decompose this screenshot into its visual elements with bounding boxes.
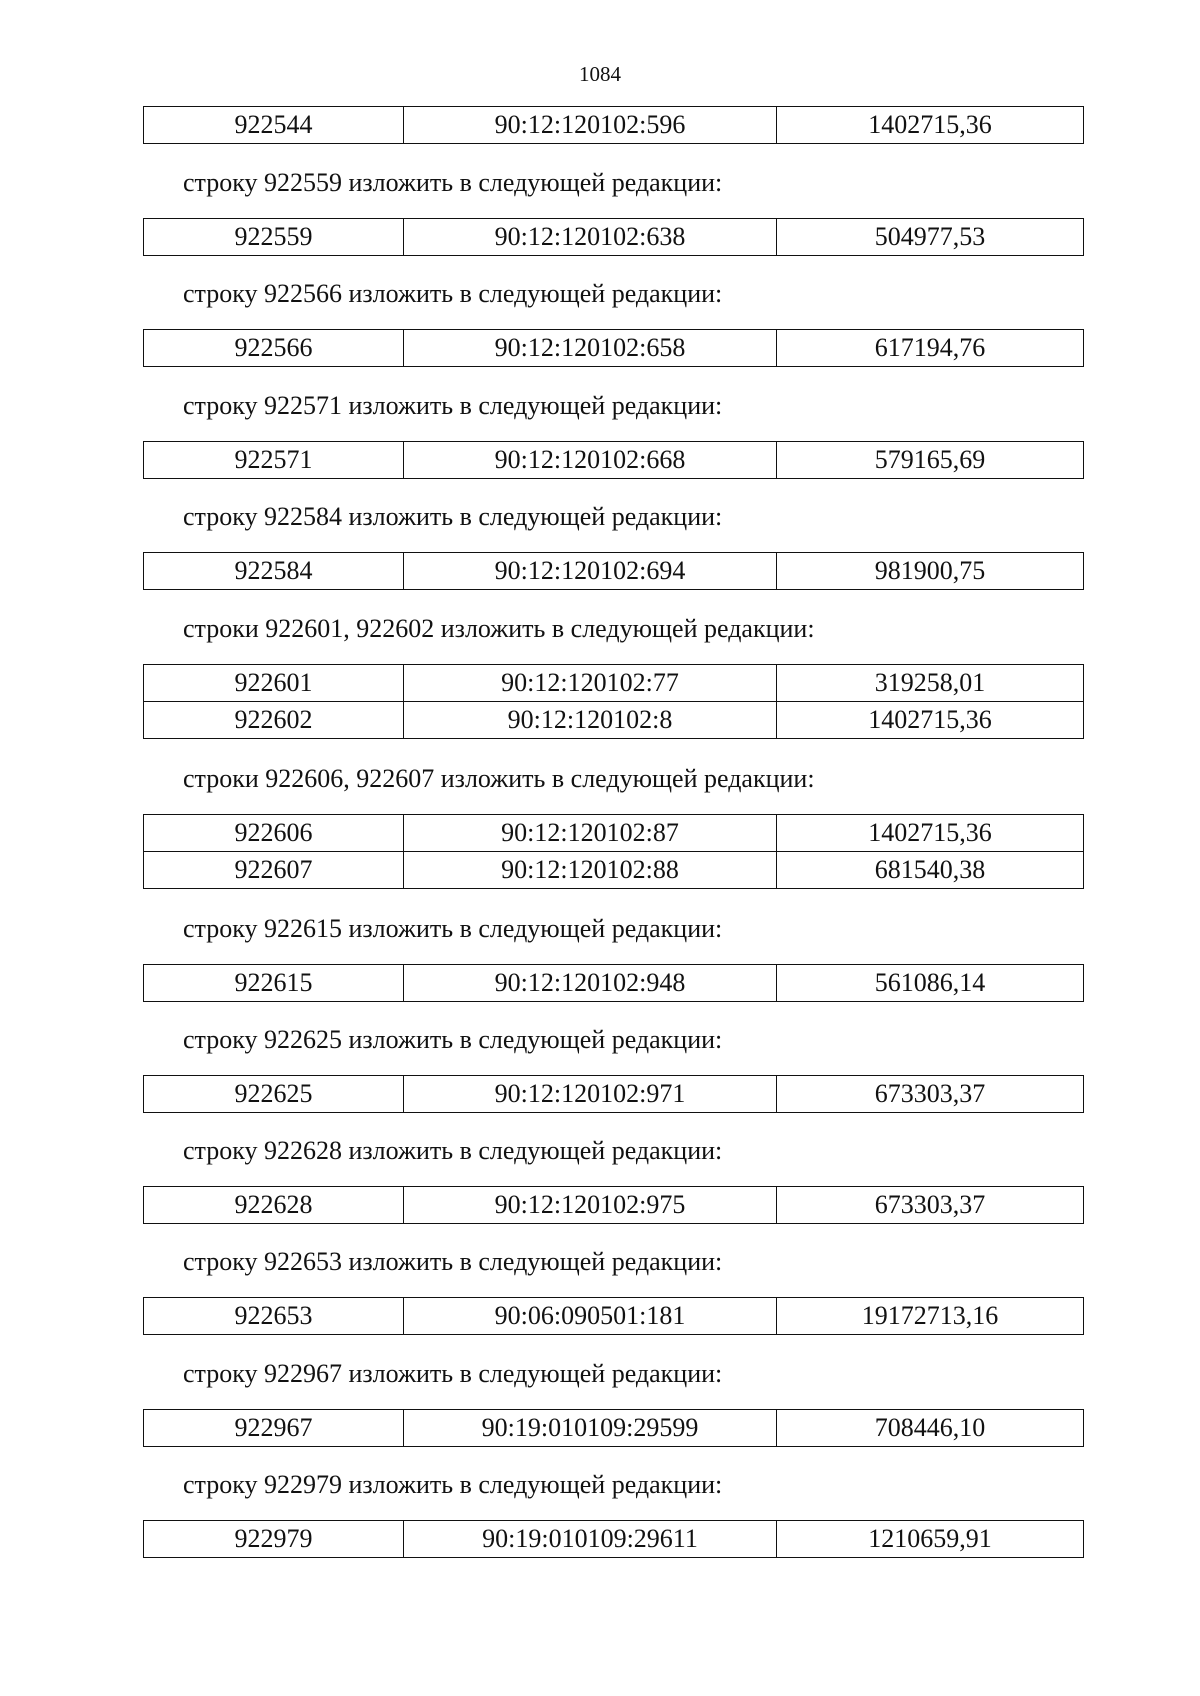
- row-number-cell: 922559: [144, 219, 404, 256]
- amendment-instruction: строку 922653 изложить в следующей редакции:: [183, 1247, 723, 1276]
- cadastral-number-cell: 90:12:120102:694: [404, 553, 777, 590]
- table-row: [144, 330, 1084, 367]
- amendment-table: [143, 1409, 1084, 1447]
- amendment-table: [143, 1075, 1084, 1113]
- row-number-cell: 922602: [144, 702, 404, 739]
- value-cell: 19172713,16: [777, 1298, 1084, 1335]
- row-number-cell: 922653: [144, 1298, 404, 1335]
- value-cell: 708446,10: [777, 1410, 1084, 1447]
- row-number-cell: 922571: [144, 442, 404, 479]
- value-cell: 1402715,36: [777, 815, 1084, 852]
- table-row: [144, 1187, 1084, 1224]
- amendment-instruction: строку 922584 изложить в следующей редакции:: [183, 502, 723, 531]
- amendment-table: [143, 1297, 1084, 1335]
- page-number: 1084: [579, 62, 621, 86]
- cadastral-number-cell: 90:12:120102:8: [404, 702, 777, 739]
- table-row: [144, 553, 1084, 590]
- amendment-table: [143, 814, 1084, 889]
- row-number-cell: 922566: [144, 330, 404, 367]
- amendment-instruction: строку 922571 изложить в следующей редакции:: [183, 391, 723, 420]
- cadastral-number-cell: 90:06:090501:181: [404, 1298, 777, 1335]
- table-row: [144, 1521, 1084, 1558]
- row-number-cell: 922615: [144, 965, 404, 1002]
- row-number-cell: 922606: [144, 815, 404, 852]
- amendment-table: [143, 329, 1084, 367]
- cadastral-number-cell: 90:12:120102:975: [404, 1187, 777, 1224]
- amendment-table: [143, 964, 1084, 1002]
- amendment-table: [143, 106, 1084, 144]
- amendment-table: [143, 1520, 1084, 1558]
- table-row: [144, 219, 1084, 256]
- cadastral-number-cell: 90:19:010109:29599: [404, 1410, 777, 1447]
- cadastral-number-cell: 90:19:010109:29611: [404, 1521, 777, 1558]
- row-number-cell: 922979: [144, 1521, 404, 1558]
- row-number-cell: 922544: [144, 107, 404, 144]
- table-row: [144, 1076, 1084, 1113]
- table-row: [144, 1410, 1084, 1447]
- cadastral-number-cell: 90:12:120102:638: [404, 219, 777, 256]
- amendment-table: [143, 1186, 1084, 1224]
- value-cell: 673303,37: [777, 1187, 1084, 1224]
- row-number-cell: 922628: [144, 1187, 404, 1224]
- row-number-cell: 922601: [144, 665, 404, 702]
- value-cell: 579165,69: [777, 442, 1084, 479]
- row-number-cell: 922584: [144, 553, 404, 590]
- cadastral-number-cell: 90:12:120102:596: [404, 107, 777, 144]
- value-cell: 504977,53: [777, 219, 1084, 256]
- amendment-instruction: строку 922967 изложить в следующей редакции:: [183, 1359, 723, 1388]
- value-cell: 617194,76: [777, 330, 1084, 367]
- table-row: [144, 665, 1084, 702]
- cadastral-number-cell: 90:12:120102:658: [404, 330, 777, 367]
- table-row: [144, 815, 1084, 852]
- value-cell: 1210659,91: [777, 1521, 1084, 1558]
- row-number-cell: 922625: [144, 1076, 404, 1113]
- value-cell: 981900,75: [777, 553, 1084, 590]
- value-cell: 673303,37: [777, 1076, 1084, 1113]
- table-row: [144, 1298, 1084, 1335]
- amendment-instruction: строку 922979 изложить в следующей редакции:: [183, 1470, 723, 1499]
- table-row: [144, 702, 1084, 739]
- amendment-instruction: строку 922628 изложить в следующей редакции:: [183, 1136, 723, 1165]
- table-row: [144, 107, 1084, 144]
- cadastral-number-cell: 90:12:120102:971: [404, 1076, 777, 1113]
- value-cell: 1402715,36: [777, 702, 1084, 739]
- cadastral-number-cell: 90:12:120102:668: [404, 442, 777, 479]
- amendment-instruction: строки 922601, 922602 изложить в следующей редакции:: [183, 614, 815, 643]
- amendment-instruction: строки 922606, 922607 изложить в следующей редакции:: [183, 764, 815, 793]
- amendment-table: [143, 664, 1084, 739]
- row-number-cell: 922607: [144, 852, 404, 889]
- table-row: [144, 852, 1084, 889]
- value-cell: 319258,01: [777, 665, 1084, 702]
- amendment-table: [143, 441, 1084, 479]
- amendment-instruction: строку 922566 изложить в следующей редакции:: [183, 279, 723, 308]
- amendment-table: [143, 218, 1084, 256]
- amendment-instruction: строку 922559 изложить в следующей редакции:: [183, 168, 723, 197]
- cadastral-number-cell: 90:12:120102:77: [404, 665, 777, 702]
- value-cell: 1402715,36: [777, 107, 1084, 144]
- cadastral-number-cell: 90:12:120102:948: [404, 965, 777, 1002]
- value-cell: 681540,38: [777, 852, 1084, 889]
- cadastral-number-cell: 90:12:120102:88: [404, 852, 777, 889]
- row-number-cell: 922967: [144, 1410, 404, 1447]
- amendment-instruction: строку 922625 изложить в следующей редакции:: [183, 1025, 723, 1054]
- cadastral-number-cell: 90:12:120102:87: [404, 815, 777, 852]
- table-row: [144, 442, 1084, 479]
- amendment-table: [143, 552, 1084, 590]
- value-cell: 561086,14: [777, 965, 1084, 1002]
- amendment-instruction: строку 922615 изложить в следующей редакции:: [183, 914, 723, 943]
- table-row: [144, 965, 1084, 1002]
